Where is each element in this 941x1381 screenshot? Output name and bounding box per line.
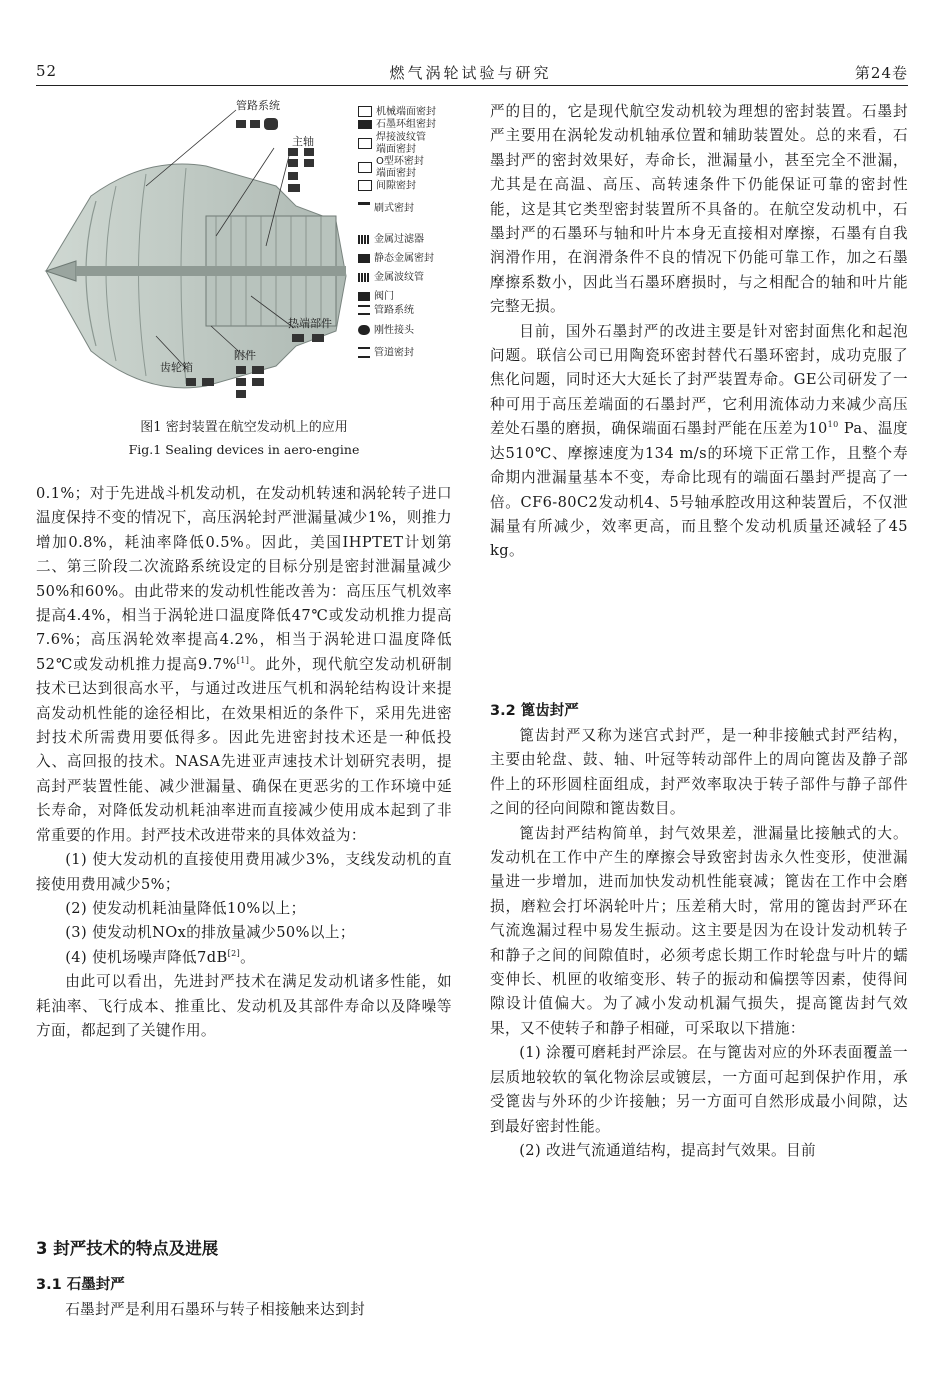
paragraph: 严的目的，它是现代航空发动机较为理想的密封装置。石墨封严主要用在涡轮发动机轴承位置和辅助装置处。总的来看，石墨封严的密封效果好，寿命长，泄漏量小，甚至完全不泄漏，尤其是在高温、高压、高转速条件下仍能保证可靠的密封性能，这是其它类型密封装置所不具备的。在航空发动机中，石墨封严的石墨环与轴和叶片本身无直接相对摩擦，石墨有自我润滑作用，在润滑条件不良的情况下仍能可靠工作，加之石墨摩擦系数小，因此当石墨环磨损时，与之相配合的轴和叶片能完整无损。 — [490, 103, 908, 316]
legend-item: 静态金属密封 — [358, 253, 436, 272]
paragraph: (1) 涂覆可磨耗封严涂层。在与篦齿对应的外环表面覆盖一层质地较软的氧化物涂层或镀层，一方面可起到保护作用，承受篦齿与外环的少许接触；另一方面可自然形成最小间隙，达到最好密封性能。 — [490, 1044, 908, 1135]
legend-item: 刷式密封 — [358, 202, 436, 234]
citation: [1] — [236, 655, 250, 665]
legend-item: 焊接波纹管 端面密封 — [358, 132, 436, 156]
list-item: (2) 使发动机耗油量降低10%以上； — [65, 899, 306, 917]
legend-item: 管路系统 — [358, 305, 436, 325]
label-hot-end: 热端部件 — [288, 317, 332, 330]
legend-item: 金属过滤器 — [358, 234, 436, 253]
legend-item: 石墨环组密封 — [358, 119, 436, 132]
pipeline-system-icon — [358, 305, 370, 315]
metal-bellows-icon — [358, 273, 370, 282]
list-item: (4) 使机场噪声降低7dB[2]。 — [65, 948, 256, 966]
label-gearbox: 齿轮箱 — [160, 361, 193, 374]
paragraph: (2) 改进气流通道结构，提高封气效果。目前 — [519, 1141, 816, 1159]
page-number: 52 — [36, 62, 58, 80]
citation: [2] — [227, 948, 241, 958]
left-column-tail — [36, 1298, 452, 1322]
left-column — [36, 482, 452, 1043]
engine-figure — [36, 96, 452, 408]
welded-bellows-seal-icon — [358, 138, 372, 149]
section-heading-3-1: 3.1 石墨封严 — [36, 1277, 125, 1293]
brush-seal-icon — [358, 202, 370, 214]
paragraph: 由此可以看出，先进封严技术在满足发动机诸多性能，如耗油率、飞行成本、推重比、发动机及其部件寿命以及降噪等方面，都起到了关键作用。 — [36, 973, 452, 1039]
mechanical-face-seal-icon — [358, 106, 372, 117]
legend-item: 间隙密封 — [358, 180, 436, 202]
paragraph: 目前，国外石墨封严的改进主要是针对密封面焦化和起泡问题。联信公司已用陶瓷环密封替代石墨环密封，成功克服了焦化问题，同时还大大延长了封严装置寿命。GE公司研发了一种可用于高压差端面的石墨封严，它利用流体动力来减少高压差处石墨的磨损，确保端面石墨封严能在压差为$10^{10}$ Pa、温度达510℃、摩擦速度为134 m/s的环境下正常工作，且整个寿命期内泄漏量基本不变，寿命比现有的端面石墨封严提高了一倍。CF6-80C2发动机4、5号轴承腔改用这种装置后，不仅泄漏量有所减少，效率更高，而且整个发动机质量还减轻了45 kg。 — [490, 322, 908, 560]
valve-icon — [358, 292, 370, 301]
list-item: (1) 使大发动机的直接使用费用减少3%，支线发动机的直接使用费用减少5%； — [36, 851, 452, 893]
label-accessories: 附件 — [234, 349, 256, 362]
graphite-ring-seal-icon — [358, 120, 372, 129]
gap-seal-icon — [358, 180, 372, 191]
legend-item: 金属波纹管 — [358, 272, 436, 291]
legend-item: 刚性接头 — [358, 325, 436, 347]
exponent: 10 — [827, 420, 839, 430]
right-column-lower — [490, 724, 908, 1163]
label-pipeline: 管路系统 — [236, 99, 280, 112]
label-main-shaft: 主轴 — [292, 135, 314, 148]
legend-item: 阀门 — [358, 291, 436, 305]
section-heading-3: 3 封严技术的特点及进展 — [36, 1239, 219, 1258]
figure-caption-cn: 图1 密封装置在航空发动机上的应用 — [140, 420, 348, 435]
paragraph: 篦齿封严又称为迷宫式封严，是一种非接触式封严结构，主要由轮盘、鼓、轴、叶冠等转动部件上的周向篦齿及静子部件上的环形圆柱面组成，封严效率取决于转子部件与静子部件之间的径向间隙和篦齿数目。 — [490, 727, 908, 818]
legend-item: O型环密封 端面密封 — [358, 156, 436, 180]
figure-caption-en: Fig.1 Sealing devices in aero-engine — [128, 442, 360, 457]
journal-title: 燃气涡轮试验与研究 — [389, 64, 552, 82]
volume-label: 第24卷 — [854, 64, 908, 82]
header-rule — [36, 85, 908, 86]
rigid-joint-icon — [358, 325, 370, 335]
o-ring-seal-icon — [358, 162, 372, 173]
figure-legend — [358, 106, 436, 361]
legend-item: 机械端面密封 — [358, 106, 436, 119]
section-heading-3-2: 3.2 篦齿封严 — [490, 703, 579, 719]
paragraph: 0.1%；对于先进战斗机发动机，在发动机转速和涡轮转子进口温度保持不变的情况下，高压涡轮封严泄漏量减少1%，则推力增加0.8%，耗油率降低0.5%。因此，美国IHPTET计划第二、第三阶段二次流路系统设定的目标分别是密封泄漏量减少50%和60%。由此带来的发动机性能改善为：高压压气机效率提高4.4%，相当于涡轮进口温度降低47℃或发动机推力提高7.6%；高压涡轮效率提高4.2%，相当于涡轮进口温度降低52℃或发动机推力提高9.7%[1]。此外，现代航空发动机研制技术已达到很高水平，与通过改进压气机和涡轮结构设计来提高发动机性能的途径相比，在效果相近的条件下，采用先进密封技术所需费用要低得多。因此先进密封技术还是一种低投入、高回报的技术。NASA先进亚声速技术计划研究表明，提高封严装置性能、减少泄漏量、确保在更恶劣的工作环境中延长寿命，对降低发动机耗油率进而直接减少使用成本起到了非常重要的作用。封严技术改进带来的具体效益为： — [36, 485, 452, 844]
paragraph: 石墨封严是利用石墨环与转子相接触来达到封 — [65, 1301, 366, 1318]
static-metal-seal-icon — [358, 254, 370, 263]
list-item: (3) 使发动机NOx的排放量减少50%以上； — [65, 924, 355, 942]
metal-filter-icon — [358, 235, 370, 244]
right-column — [490, 100, 908, 564]
paragraph: 篦齿封严结构简单，封气效果差，泄漏量比接触式的大。发动机在工作中产生的摩擦会导致密封齿永久性变形，使泄漏量进一步增加，进而加快发动机性能衰减；篦齿在工作中会磨损，磨粒会打坏涡轮叶片；压差稍大时，常用的篦齿封严环在气流逸漏过程中易发生振动。这主要是因为在设计发动机转子和静子之间的间隙值时，必须考虑长期工作时轮盘与叶片的蠕变伸长、机匣的收缩变形、转子的振动和偏摆等因素，使得间隙设计值偏大。为了减小发动机漏气损失，提高篦齿封气效果，又不使转子和静子相碰，可采取以下措施： — [490, 824, 908, 1037]
pipe-seal-icon — [358, 347, 370, 358]
legend-item: 管道密封 — [358, 347, 436, 361]
